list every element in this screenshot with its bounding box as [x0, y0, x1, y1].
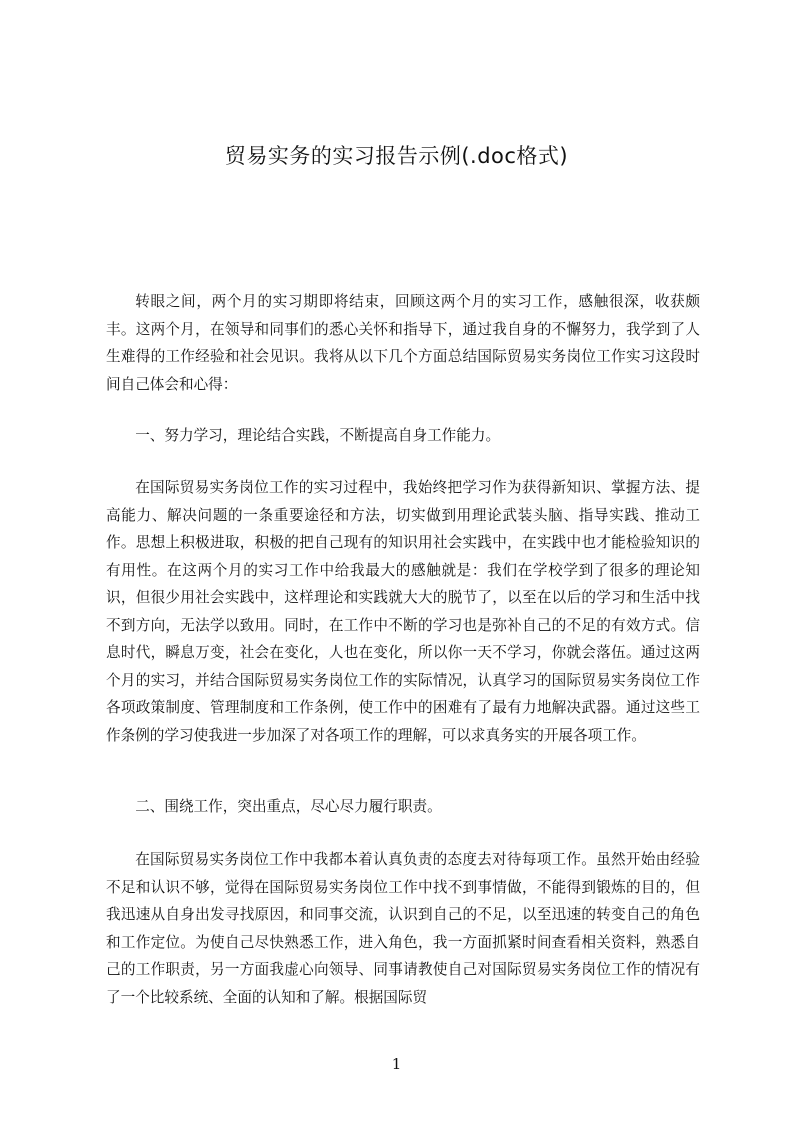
section-heading-1: 一、努力学习，理论结合实践，不断提高自身工作能力。 — [135, 427, 501, 444]
paragraph-intro: 转眼之间，两个月的实习期即将结束，回顾这两个月的实习工作，感触很深，收获颇丰。这两个月，在领导和同事们的悉心关怀和指导下，通过我自身的不懈努力，我学到了人生难得的工作经验和社会见识。我将从以下几个方面总结国际贸易实务岗位工作实习这段时间自己体会和心得： — [106, 293, 700, 393]
paragraph-section-1: 在国际贸易实务岗位工作的实习过程中，我始终把学习作为获得新知识、掌握方法、提高能力、解决问题的一条重要途径和方法，切实做到用理论武装头脑、指导实践、推动工作。思想上积极进取，积极的把自己现有的知识用社会实践中，在实践中也才能检验知识的有用性。在这两个月的实习工作中给我最大的感触就是：我们在学校学到了很多的理论知识，但很少用社会实践中，这样理论和实践就大大的脱节了，以至在以后的学习和生活中找不到方向，无法学以致用。同时，在工作中不断的学习也是弥补自己的不足的有效方式。信息时代，瞬息万变，社会在变化，人也在变化，所以你一天不学习，你就会落伍。通过这两个月的实习，并结合国际贸易实务岗位工作的实际情况，认真学习的国际贸易实务岗位工作各项政策制度、管理制度和工作条例，使工作中的困难有了最有力地解决武器。通过这些工作条例的学习使我进一步加深了对各项工作的理解，可以求真务实的开展各项工作。 — [106, 479, 700, 744]
paragraph-section-2: 在国际贸易实务岗位工作中我都本着认真负责的态度去对待每项工作。虽然开始由经验不足和认识不够，觉得在国际贸易实务岗位工作中找不到事情做，不能得到锻炼的目的，但我迅速从自身出发寻找原因，和同事交流，认识到自己的不足，以至迅速的转变自己的角色和工作定位。为使自己尽快熟悉工作，进入角色，我一方面抓紧时间查看相关资料，熟悉自己的工作职责，另一方面我虚心向领导、同事请教使自己对国际贸易实务岗位工作的情况有了一个比较系统、全面的认知和了解。根据国际贸 — [106, 851, 700, 1006]
page-number: 1 — [391, 1055, 402, 1073]
document-title: 贸易实务的实习报告示例(.doc格式) — [224, 144, 569, 168]
section-heading-2: 二、围绕工作，突出重点，尽心尽力履行职责。 — [135, 798, 442, 815]
